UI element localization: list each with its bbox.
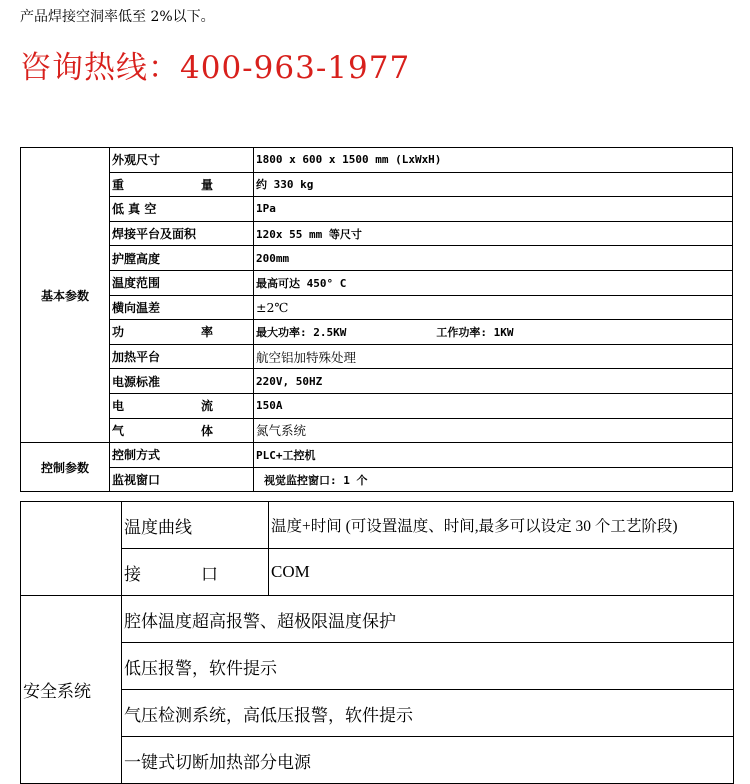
label-part: 接 bbox=[124, 564, 141, 584]
param-label: 电源标准 bbox=[110, 369, 254, 394]
param-value: 航空铝加特殊处理 bbox=[254, 344, 733, 369]
table-row bbox=[21, 320, 733, 345]
category-basic: 基本参数 bbox=[21, 148, 110, 443]
table-row bbox=[21, 148, 733, 173]
param-value: 最高可达 450° C bbox=[254, 270, 733, 295]
table-row bbox=[21, 197, 733, 222]
param-value: COM bbox=[269, 549, 734, 596]
param-label bbox=[122, 549, 269, 596]
intro-text: 产品焊接空洞率低至 2%以下。 bbox=[20, 9, 215, 25]
param-label bbox=[110, 393, 254, 418]
safety-item: 腔体温度超高报警、超极限温度保护 bbox=[122, 596, 734, 643]
param-value: 1Pa bbox=[254, 197, 733, 222]
param-value: 220V, 50HZ bbox=[254, 369, 733, 394]
table-row bbox=[21, 467, 733, 492]
table-row bbox=[21, 549, 734, 596]
table-row bbox=[21, 295, 733, 320]
param-label: 加热平台 bbox=[110, 344, 254, 369]
label-part: 率 bbox=[200, 325, 213, 340]
param-label bbox=[110, 418, 254, 443]
param-label: 低 真 空 bbox=[110, 197, 254, 222]
table-row bbox=[21, 690, 734, 737]
param-label: 护膛高度 bbox=[110, 246, 254, 271]
param-value: 视觉监控窗口: 1 个 bbox=[254, 467, 733, 492]
label-part: 重 bbox=[112, 177, 125, 192]
table-row bbox=[21, 172, 733, 197]
label-part: 流 bbox=[200, 399, 213, 414]
param-label: 温度曲线 bbox=[122, 502, 269, 549]
param-label bbox=[110, 172, 254, 197]
safety-item: 一键式切断加热部分电源 bbox=[122, 737, 734, 784]
param-value: 1800 x 600 x 1500 mm (LxWxH) bbox=[254, 148, 733, 173]
system-table bbox=[20, 501, 734, 784]
label-part: 气 bbox=[112, 423, 125, 438]
param-value: 温度+时间 (可设置温度、时间,最多可以设定 30 个工艺阶段) bbox=[269, 502, 734, 549]
param-label: 焊接平台及面积 bbox=[110, 221, 254, 246]
hotline-text: 咨询热线：400-963-1977 bbox=[20, 50, 411, 86]
table-row bbox=[21, 246, 733, 271]
label-part: 量 bbox=[200, 177, 213, 192]
max-power: 最大功率: 2.5KW bbox=[256, 325, 347, 339]
table-row bbox=[21, 344, 733, 369]
category-safety: 安全系统 bbox=[21, 596, 122, 784]
table-row bbox=[21, 643, 734, 690]
label-part: 体 bbox=[200, 423, 213, 438]
weight-label bbox=[112, 176, 253, 193]
param-value: ±2℃ bbox=[254, 295, 733, 320]
safety-item: 气压检测系统，高低压报警，软件提示 bbox=[122, 690, 734, 737]
label-part: 功 bbox=[112, 325, 125, 340]
param-label: 温度范围 bbox=[110, 270, 254, 295]
table-row bbox=[21, 596, 734, 643]
gas-label bbox=[112, 422, 253, 439]
table-row bbox=[21, 393, 733, 418]
table-row bbox=[21, 369, 733, 394]
param-value bbox=[254, 320, 733, 345]
param-value: 150A bbox=[254, 393, 733, 418]
label-part: 电 bbox=[112, 399, 125, 414]
param-value: 氮气系统 bbox=[254, 418, 733, 443]
param-label: 监视窗口 bbox=[110, 467, 254, 492]
param-label: 控制方式 bbox=[110, 443, 254, 468]
current-label bbox=[112, 397, 253, 414]
power-label bbox=[112, 323, 253, 340]
table-row bbox=[21, 737, 734, 784]
interface-label bbox=[124, 560, 268, 585]
table-row bbox=[21, 418, 733, 443]
table-row bbox=[21, 443, 733, 468]
basic-params-table bbox=[20, 147, 733, 492]
table-row bbox=[21, 502, 734, 549]
param-label bbox=[110, 320, 254, 345]
category-empty bbox=[21, 502, 122, 596]
table-row bbox=[21, 270, 733, 295]
param-value: 120x 55 mm 等尺寸 bbox=[254, 221, 733, 246]
work-power: 工作功率: 1KW bbox=[436, 325, 514, 339]
category-control: 控制参数 bbox=[21, 443, 110, 492]
param-value: 约 330 kg bbox=[254, 172, 733, 197]
param-value: 200mm bbox=[254, 246, 733, 271]
param-label: 横向温差 bbox=[110, 295, 254, 320]
label-part: 口 bbox=[201, 564, 218, 584]
param-label: 外观尺寸 bbox=[110, 148, 254, 173]
table-row bbox=[21, 221, 733, 246]
safety-item: 低压报警，软件提示 bbox=[122, 643, 734, 690]
param-value: PLC+工控机 bbox=[254, 443, 733, 468]
